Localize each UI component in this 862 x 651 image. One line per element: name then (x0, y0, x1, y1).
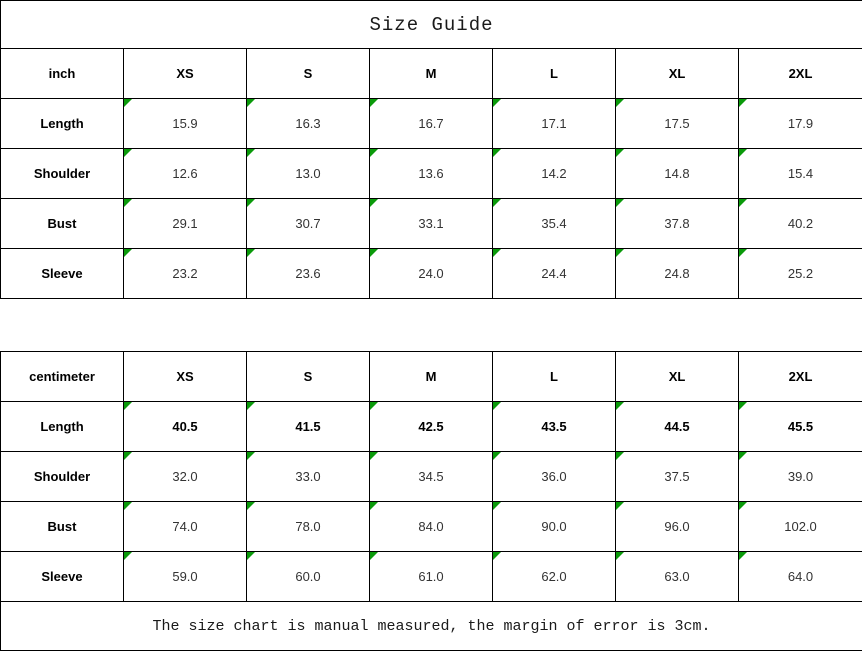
value-cell (739, 552, 862, 602)
size-header-s: S (247, 49, 370, 99)
cell-value: 78.0 (295, 519, 321, 534)
value-cell (616, 502, 739, 552)
cell-value: 37.8 (664, 216, 690, 231)
cell-value: 74.0 (172, 519, 198, 534)
triangle-marker-icon (493, 502, 501, 510)
cell-value: 15.9 (172, 116, 198, 131)
value-cell (124, 402, 247, 452)
cell-value: 84.0 (418, 519, 444, 534)
size-header-l: L (493, 352, 616, 402)
triangle-marker-icon (616, 502, 624, 510)
cell-value: 34.5 (418, 469, 444, 484)
triangle-marker-icon (616, 199, 624, 207)
value-cell (124, 199, 247, 249)
triangle-marker-icon (370, 502, 378, 510)
triangle-marker-icon (247, 552, 255, 560)
triangle-marker-icon (247, 199, 255, 207)
triangle-marker-icon (739, 199, 747, 207)
cell-value: 15.4 (787, 166, 814, 181)
value-cell (493, 249, 616, 299)
value-cell (739, 402, 862, 452)
value-cell (370, 199, 493, 249)
triangle-marker-icon (493, 249, 501, 257)
value-cell (124, 452, 247, 502)
value-cell (370, 402, 493, 452)
size-header-2xl: 2XL (739, 49, 862, 99)
triangle-marker-icon (247, 99, 255, 107)
value-cell (616, 402, 739, 452)
triangle-marker-icon (370, 552, 378, 560)
value-cell (247, 452, 370, 502)
triangle-marker-icon (493, 99, 501, 107)
value-cell (247, 502, 370, 552)
triangle-marker-icon (124, 452, 132, 460)
triangle-marker-icon (247, 149, 255, 157)
triangle-marker-icon (739, 249, 747, 257)
value-cell (370, 502, 493, 552)
triangle-marker-icon (739, 149, 747, 157)
triangle-marker-icon (124, 249, 132, 257)
value-cell (616, 199, 739, 249)
cell-value: 43.5 (541, 419, 567, 434)
triangle-marker-icon (493, 149, 501, 157)
cell-value: 90.0 (541, 519, 567, 534)
row-label-cell: Bust (1, 502, 124, 552)
value-cell (739, 249, 862, 299)
cell-value: 61.0 (418, 569, 444, 584)
value-cell (370, 99, 493, 149)
inch-length-row (1, 99, 862, 149)
title-row (1, 1, 862, 49)
cell-value: 35.4 (541, 216, 567, 231)
size-header-s: S (247, 352, 370, 402)
triangle-marker-icon (493, 552, 501, 560)
value-cell (124, 502, 247, 552)
size-header-xl: XL (616, 352, 739, 402)
value-cell (370, 249, 493, 299)
value-cell (616, 149, 739, 199)
value-cell (739, 452, 862, 502)
inch-bust-row (1, 199, 862, 249)
footer-row (1, 602, 862, 651)
triangle-marker-icon (616, 402, 624, 410)
size-header-l: L (493, 49, 616, 99)
cell-value: 62.0 (541, 569, 567, 584)
triangle-marker-icon (247, 402, 255, 410)
value-cell (247, 199, 370, 249)
cell-value: 60.0 (295, 569, 321, 584)
triangle-marker-icon (370, 199, 378, 207)
cell-value: 25.2 (787, 266, 814, 281)
size-header-2xl: 2XL (739, 352, 862, 402)
cell-value: 17.1 (541, 116, 567, 131)
size-header-m: M (370, 49, 493, 99)
triangle-marker-icon (370, 402, 378, 410)
triangle-marker-icon (247, 452, 255, 460)
value-cell (493, 552, 616, 602)
row-label-cell: Length (1, 402, 124, 452)
gap-spacer (1, 299, 862, 352)
cell-value: 36.0 (541, 469, 567, 484)
table-gap-row (1, 299, 862, 352)
triangle-marker-icon (493, 452, 501, 460)
triangle-marker-icon (493, 402, 501, 410)
cm-bust-row (1, 502, 862, 552)
triangle-marker-icon (739, 552, 747, 560)
inch-sleeve-row (1, 249, 862, 299)
cell-value: 33.0 (295, 469, 321, 484)
cell-value: 30.7 (295, 216, 321, 231)
cell-value: 64.0 (787, 569, 814, 584)
value-cell (739, 149, 862, 199)
cm-header-row (1, 352, 862, 402)
triangle-marker-icon (247, 502, 255, 510)
triangle-marker-icon (124, 402, 132, 410)
cell-value: 12.6 (172, 166, 198, 181)
value-cell (493, 199, 616, 249)
inch-shoulder-row (1, 149, 862, 199)
inch-header-row (1, 49, 862, 99)
value-cell (616, 249, 739, 299)
size-header-xs: XS (124, 49, 247, 99)
cell-value: 16.7 (418, 116, 444, 131)
triangle-marker-icon (124, 199, 132, 207)
triangle-marker-icon (370, 452, 378, 460)
triangle-marker-icon (493, 199, 501, 207)
cell-value: 42.5 (418, 419, 444, 434)
value-cell (247, 552, 370, 602)
cell-value: 24.0 (418, 266, 444, 281)
row-label-cell: Bust (1, 199, 124, 249)
triangle-marker-icon (124, 552, 132, 560)
cell-value: 24.8 (664, 266, 690, 281)
triangle-marker-icon (370, 99, 378, 107)
value-cell (493, 502, 616, 552)
value-cell (739, 199, 862, 249)
value-cell (124, 249, 247, 299)
cell-value: 40.2 (787, 216, 814, 231)
triangle-marker-icon (370, 149, 378, 157)
cm-length-row (1, 402, 862, 452)
value-cell (493, 402, 616, 452)
cell-value: 96.0 (664, 519, 690, 534)
cell-value: 23.6 (295, 266, 321, 281)
triangle-marker-icon (616, 249, 624, 257)
cell-value: 13.0 (295, 166, 321, 181)
cell-value: 45.5 (787, 419, 814, 434)
cm-shoulder-row (1, 452, 862, 502)
size-header-xl: XL (616, 49, 739, 99)
triangle-marker-icon (124, 99, 132, 107)
triangle-marker-icon (616, 552, 624, 560)
triangle-marker-icon (247, 249, 255, 257)
value-cell (370, 149, 493, 199)
row-label-cell: Sleeve (1, 552, 124, 602)
value-cell (370, 552, 493, 602)
page-title: Size Guide (1, 1, 862, 49)
cell-value: 14.2 (541, 166, 567, 181)
cell-value: 14.8 (664, 166, 690, 181)
cell-value: 32.0 (172, 469, 198, 484)
cell-value: 63.0 (664, 569, 690, 584)
cell-value: 33.1 (418, 216, 444, 231)
value-cell (370, 452, 493, 502)
triangle-marker-icon (739, 402, 747, 410)
cell-value: 23.2 (172, 266, 198, 281)
value-cell (247, 402, 370, 452)
value-cell (739, 99, 862, 149)
unit-header-inch: inch (1, 49, 124, 99)
cell-value: 16.3 (295, 116, 321, 131)
cell-value: 24.4 (541, 266, 567, 281)
row-label-cell: Shoulder (1, 149, 124, 199)
value-cell (493, 99, 616, 149)
cell-value: 29.1 (172, 216, 198, 231)
unit-header-centimeter: centimeter (1, 352, 124, 402)
cell-value: 102.0 (784, 519, 817, 534)
cell-value: 59.0 (172, 569, 198, 584)
cell-value: 39.0 (787, 469, 814, 484)
cm-sleeve-row (1, 552, 862, 602)
value-cell (247, 99, 370, 149)
value-cell (616, 552, 739, 602)
triangle-marker-icon (739, 502, 747, 510)
size-header-m: M (370, 352, 493, 402)
triangle-marker-icon (739, 99, 747, 107)
cell-value: 17.5 (664, 116, 690, 131)
cell-value: 13.6 (418, 166, 444, 181)
value-cell (616, 99, 739, 149)
value-cell (124, 149, 247, 199)
value-cell (493, 452, 616, 502)
triangle-marker-icon (616, 99, 624, 107)
row-label-cell: Shoulder (1, 452, 124, 502)
row-label-cell: Sleeve (1, 249, 124, 299)
triangle-marker-icon (370, 249, 378, 257)
triangle-marker-icon (124, 502, 132, 510)
cell-value: 17.9 (787, 116, 814, 131)
row-label-cell: Length (1, 99, 124, 149)
value-cell (247, 249, 370, 299)
cell-value: 44.5 (664, 419, 690, 434)
value-cell (247, 149, 370, 199)
cell-value: 41.5 (295, 419, 321, 434)
triangle-marker-icon (739, 452, 747, 460)
triangle-marker-icon (124, 149, 132, 157)
value-cell (493, 149, 616, 199)
cell-value: 37.5 (664, 469, 690, 484)
value-cell (616, 452, 739, 502)
value-cell (739, 502, 862, 552)
size-header-xs: XS (124, 352, 247, 402)
value-cell (124, 99, 247, 149)
cell-value: 40.5 (172, 419, 198, 434)
value-cell (124, 552, 247, 602)
triangle-marker-icon (616, 452, 624, 460)
triangle-marker-icon (616, 149, 624, 157)
footnote-text: The size chart is manual measured, the margin of error is 3cm. (1, 602, 862, 651)
